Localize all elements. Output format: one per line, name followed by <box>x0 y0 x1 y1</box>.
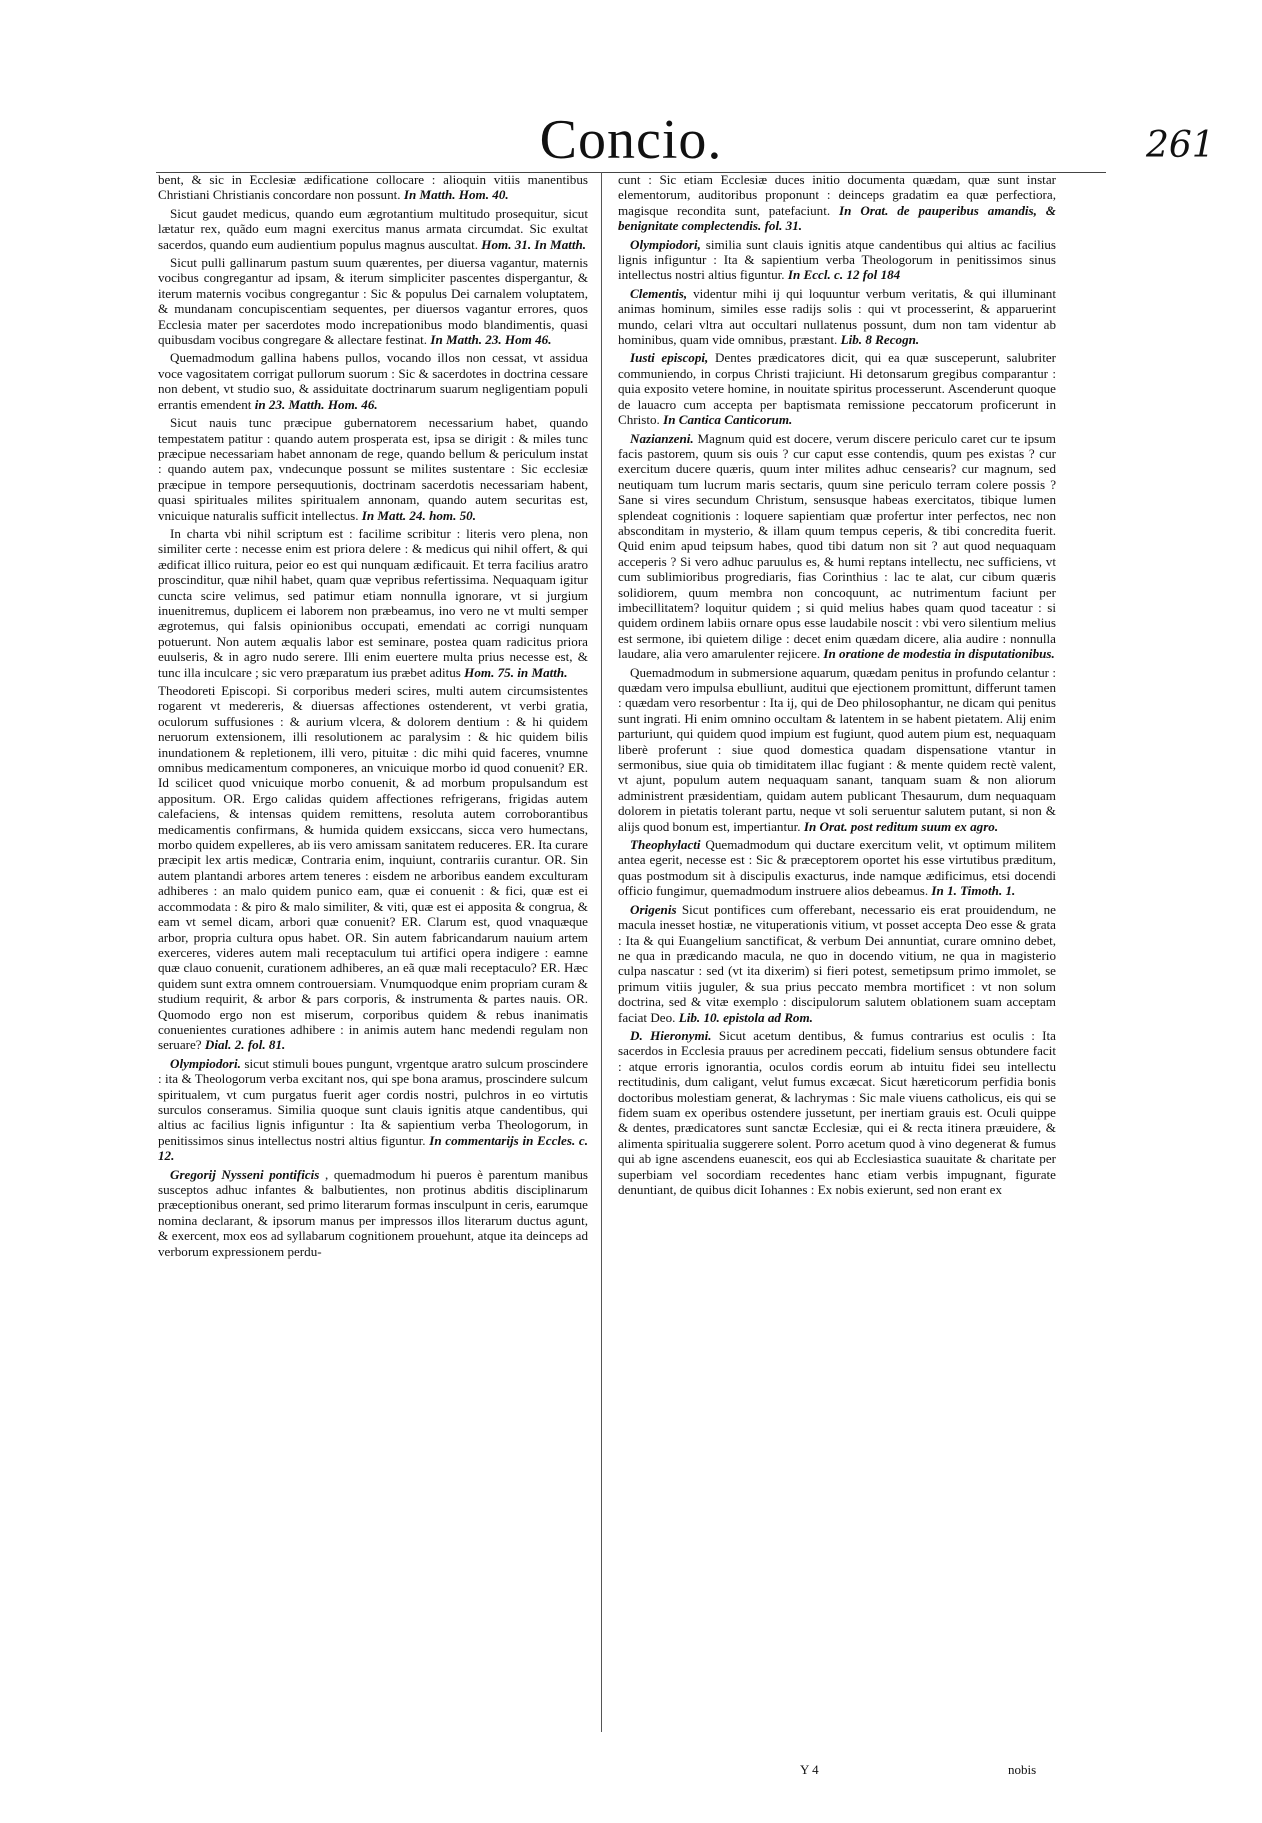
column-divider <box>601 172 602 1732</box>
paragraph-text: videntur mihi ij qui loquuntur verbum veritatis, & qui illuminant animas hominum, similes esse radijs solis : qui vt processerint, & apparuerint mundo, celari vltra aut occultari nullatenus possunt, dum non tam videntur ab hominibus, quam vide omnibus, præstant. <box>618 285 1056 348</box>
right-column <box>618 172 1056 1200</box>
citation: In oratione de modestia in disputationibus. <box>823 646 1055 662</box>
citation: in 23. Matth. Hom. 46. <box>254 396 378 412</box>
paragraph-text: sicut stimuli boues pungunt, vrgentque aratro sulcum proscindere : ita & Theologorum verba excitant nos, qui spe bona aramus, proscindere sulcum spiritualem, vt cum purgatus fuerit ager cordis nostri, pulchros in eo virtutis surculos conseramus. Similia quoque sunt clauis ignitis atque candentibus, qui altius ac facilius lignis infiguntur : Ita & sapientium verba Theologorum, in penitissimos sinus intellectus nostri altius figuntur. <box>158 1055 589 1148</box>
paragraph <box>158 1167 588 1259</box>
paragraph-text: Sicut gaudet medicus, quando eum ægrotantium multitudo prosequitur, sicut lætatur rex, quãdo eum magni exercitus manus armata circumdat. Sic exultat sacerdos, quando eum audientium populus magnus auscultat. <box>158 205 588 252</box>
paragraph-text: Quemadmodum qui ductare exercitum velit, vt optimum militem antea egerit, necesse est : Sic & præceptorem oportet his esse virtutibus præditum, quas postmodum sit à discipulis exacturus, inde namque ædificimus, etsi docendi officio fungimur, quemadmodum instruere alios debeamus. <box>618 837 1056 899</box>
author-name: Iusti episcopi, <box>630 350 709 366</box>
author-name: Theophylacti <box>630 837 701 853</box>
paragraph <box>618 1028 1056 1197</box>
running-title: Concio. <box>539 109 723 171</box>
paragraph <box>618 350 1056 427</box>
paragraph-text: In charta vbi nihil scriptum est : facilime scribitur : literis vero plena, non similiter certe : necesse enim est priora delere : & medicus qui nihil offert, & qui ædificat illico ruitura, peior eo est qui nunquam ædificauit. Et terra facilius aratro proscinditur, quæ nihil habet, quam quæ vepribus refertissima. Nequaquam igitur cuncta scire velimus, sed patimur etiam nonnulla ignorare, vt si jurgium inuenitremus, duplicem ei laborem non præbeamus, ino vero ne vt multi semper ægrotemus, qui falsis opinionibus occupati, emendati ac corrigi nunquam potuerunt. Non autem æqualis labor est seminare, postea quam radicitus priora euulseris, & in agro nudo serere. Illi enim euertere multa prius necesse est, & tunc illa inculcare ; sic vero præparatum ius præbet aditus <box>158 525 588 680</box>
citation: Hom. 75. in Matth. <box>464 664 568 680</box>
author-name: Nazianzeni. <box>630 430 694 446</box>
paragraph <box>158 255 588 347</box>
citation: Lib. 10. epistola ad Rom. <box>678 1009 813 1025</box>
paragraph <box>618 172 1056 234</box>
author-name: Origenis <box>630 901 677 917</box>
citation: In Cantica Canticorum. <box>663 412 793 428</box>
paragraph-text: Quemadmodum in submersione aquarum, quædam penitus in profundo celantur : quædam vero impulsa ebulliunt, auditui que ejectionem promittunt, differunt tamen : quædam vero resorbentur : Ita ij, qui de Deo philosophantur, ne dicam qui penitus sunt ingrati. Hi enim omnino occultam & latentem in se habent pietatem. Alij enim parturiunt, qui quidem quod impium est fugiunt, quod autem pium est, nequaquam liberè proferunt : siue quod domestica quadam dispensatione vtantur in sermonibus, siue quia ob timiditatem illac fugiant : & mente quidem rectè valent, vt ajunt, populum autem nequaquam sanant, tanquam suam & non aliorum administrent præsidentiam, quidam autem publicant Thesaurum, dum nequaquam dolorem in pietatis tolerant partu, neque vt soli seruentur salutem putant, si non & alijs quod bonum est, impertiantur. <box>618 664 1056 834</box>
paragraph <box>158 206 588 252</box>
paragraph <box>618 837 1056 899</box>
paragraph <box>158 172 588 203</box>
citation: In Matth. Hom. 40. <box>403 187 509 203</box>
paragraph-text: Sicut acetum dentibus, & fumus contrarius est oculis : Ita sacerdos in Ecclesia prauus per acredinem peccati, fidelium sensus obtundere facit : atque erroris ignorantia, oculos cordis eorum ab intuitu fidei seu intellectu rectitudinis, dum caligant, velut fumus excæcat. Sicut hæreticorum perfidia bonis doctoribus molestiam generat, & lachrymas : Sic male viuens catholicus, eis qui se fidem suam ex operibus ostendere jussetunt, per inertiam grauis est. Oculi quippe & dentes, prædicatores sunt sanctæ Ecclesiæ, qui ei & recta itinera præuidere, & alimenta spiritualia suggerere solent. Porro acetum quod à vino degenerat & fumus qui ab igne ascendens euanescit, eos qui ab Ecclesiastica suauitate & charitate per superbiam vel socordiam recedentes hanc etiam verbis impugnant, figurate denuntiant, de quibus dicit Iohannes : Ex nobis exierunt, sed non erant ex <box>618 1027 1056 1197</box>
citation: Dial. 2. fol. 81. <box>204 1037 286 1053</box>
paragraph-text: Magnum quid est docere, verum discere periculo caret cur te ipsum facis pastorem, quum sis ouis ? cur caput esse contendis, quum pes existas ? cur exercitum ducere quæris, quum inter milites adhuc censearis? cur magnum, sed neutiquam tum lucrum maris sectaris, quum sine periculo terram colere possis ? Sane si vires secundum Christum, sensusque habeas exercitatos, tibique lumen splendeat cognitionis : loquere sapientiam quæ profertur inter perfectos, nec non absconditam in mysterio, & illam quum tempus ceperis, & tibi concredita fuerit. Quid enim apud teipsum habes, quod tibi datum non sit ? aut quod nequaquam acceperis ? Si vero adhuc paruulus es, & humi reptans intellectu, nec sufficiens, vt cum sublimioribus progrediaris, fias Corinthius : lac te alat, cur cibum quæris solidiorem, quum membra non concoquunt, ac nutrimentum faciunt per imbecillitatem? loquitur quidem ; si quid melius habes quam quod taceatur : si quidem ordinem labiis ornare opus esse laudabile noscit : vbi vero silentium melius est sermone, ibi quietem dilige : decet enim quædam dicere, alia audire : nonnulla laudare, alia vero amarulenter rejicere. <box>618 430 1056 662</box>
paragraph-text: bent, & sic in Ecclesiæ ædificatione collocare : alioquin vitiis manentibus Christiani Christianis concordare non possunt. <box>158 172 588 203</box>
citation: In 1. Timoth. 1. <box>931 883 1016 899</box>
paragraph <box>158 415 588 523</box>
author-name: Olympiodori, <box>630 236 701 252</box>
catchword: nobis <box>1008 1762 1037 1777</box>
paragraph-text: , quemadmodum hi pueros è parentum manibus susceptos adhuc infantes & balbutientes, non protinus abditis disciplinarum præceptionibus onerant, sed primo literarum formas insculpunt in ceris, earumque nomina declarant, & ipsorum manus per impressos illos literarum ductus agunt, & exercent, mox eos ad syllabarum cognitionem prouehunt, atque ita deinceps ad verborum expressionem perdu- <box>158 1166 588 1259</box>
citation: In Eccl. c. 12 fol 184 <box>787 267 901 283</box>
paragraph-text: Sicut pulli gallinarum pastum suum quærentes, per diuersa vagantur, maternis vocibus congregantur ad ipsam, & iterum simpliciter pascentes dispergantur, & iterum maternis vocibus congregantur : Sic & populus Dei carnalem voluptatem, & mundanam concupiscentiam sequentes, per diuersos vagantur errores, quos Ecclesia mater per sacerdotes modo increpationibus modo blandimentis, quasi quibusdam vocibus congregare & allectare festinat. <box>158 255 588 348</box>
paragraph-text: Theodoreti Episcopi. Si corporibus mederi scires, multi autem circumsistentes rogarent vt medereris, & diuersas affectiones ostenderent, vt verbi gratia, oculorum suffusiones : & aurium vlcera, & dolorem dentium : & hi quidem neruorum extensionem, illi resolutionem ac paralysim : & hic quidem bilis inundationem & repletionem, illi vero, pituitæ : dic mihi quid faceres, vnumne omnibus medicamentum componeres, an vnicuique morbo id quod conuenit? ER. Id scilicet quod vnicuique morbo conuenit, & ad morbum propulsandum est appositum. OR. Ergo calidas quidem affectiones refrigerans, frigidas autem calefaciens, & intensas quidem remittens, resoluta autem corroborantibus medicamentis confirmans, & humida quidem exsiccans, sicca vero humectans, morbo quidem expelleres, ab iis vero amissam sanitatem reduceres. ER. Ita curare præcipit lex artis medicæ, Contraria enim, inquiunt, contrariis curantur. OR. Sin autem plantandi arbores artem teneres : eisdem ne arboribus eandem exculturam adhiberes : an malo quidem punico eam, quæ ei conuenit : & fici, quæ est ei accommodata : & piro & malo similiter, & viti, quæ est ei apposita & congrua, & eam vt semel dicam, arbori quæ conuenit? ER. Clarum est, quod vnaquæque arbor, propria cultura opus habet. OR. Sin autem fabricandarum nauium artem exerceres, videres autem mali receptaculum tui artifici opera indigere : eamne quæ clauo conuenit, curationem adhiberes, an eã quæ mali receptaculo? ER. Hæc quidem sunt extra omnem controuersiam. Vnumquodque enim propriam curam & studium requirit, & arbor & pars corporis, & instrumenta & partes nauis. OR. Quomodo ergo non est miserum, corporibus quidem & rebus inanimatis conuenientes curationes adhibere : in animis autem hanc medendi regulam non seruare? <box>158 683 588 1053</box>
paragraph-text: Quemadmodum gallina habens pullos, vocando illos non cessat, vt assidua voce vagositatem corrigat pullorum suorum : Sic & sacerdotes in doctrina cessare non debent, vt studio suo, & assiduitate doctrinarum suarum negligentiam populi errantis emendent <box>158 350 588 412</box>
paragraph <box>158 526 588 680</box>
author-name: Gregorij Nysseni pontificis <box>170 1166 320 1182</box>
signature-mark: Y 4 <box>800 1762 819 1777</box>
citation: In Orat. de pauperibus amandis, & benignitate complectendis. fol. 31. <box>618 202 1056 234</box>
paragraph-text: Sicut pontifices cum offerebant, necessario eis erat prouidendum, ne macula inesset hostiæ, ne vituperationis vitium, vt posset accepta Deo esse & grata : Ita & qui Euangelium sanctificat, & verbum Dei annuntiat, curare omnino debet, ne qua in prædicando macula, ne quo in docendo vitium, ne qua in magisterio culpa nascatur : sed (vt ita dixerim) si fieri potest, semetipsum primo immolet, se primum vitiis juguler, & sua prius peccato membra mortificet : vt non solum doctrina, sed & vitæ exemplo : discipulorum salutem oblationem suam acceptam faciat Deo. <box>618 901 1056 1025</box>
author-name: Olympiodori. <box>170 1055 241 1071</box>
paragraph <box>618 665 1056 834</box>
paragraph <box>618 902 1056 1025</box>
paragraph <box>158 683 588 1053</box>
paragraph <box>618 431 1056 662</box>
paragraph-text: Sicut nauis tunc præcipue gubernatorem necessarium habet, quando tempestatem patitur : quando autem prosperata est, ipsa se dirigit : & miles tunc præcipue necessariam habet annonam de rege, quando bellum & periculum instat : quando autem pax, vndecunque possunt se milites sustentare : Sic ecclesiæ præcipue in tempore persequutionis, doctrinam sacerdotis necessariam habent, quasi spirituales milites spiritualem annonam, quando autem securitas est, vnicuique naturalis sufficit intellectus. <box>158 415 588 523</box>
paragraph <box>158 1056 588 1164</box>
paragraph-text: similia sunt clauis ignitis atque candentibus qui altius ac facilius lignis infiguntur : Ita & sapientium verba Theologorum in penitissimos sinus intellectus nostri altius figuntur. <box>618 236 1057 283</box>
citation: Lib. 8 Recogn. <box>840 332 920 348</box>
paragraph <box>158 350 588 412</box>
paragraph-text: Dentes prædicatores dicit, qui ea quæ susceperunt, salubriter communiendo, in corpus Christi trajiciunt. Hi detonsarum gregibus comparantur : quia exposito vetere homine, in nouitate spiritus processerunt. Ascenderunt quoque de lauacro cum accepta per baptismata remissione peccatorum proficerunt in Christo. <box>618 350 1057 428</box>
citation: In Orat. post reditum suum ex agro. <box>803 818 999 834</box>
left-column <box>158 172 588 1262</box>
paragraph-text: cunt : Sic etiam Ecclesiæ duces initio documenta quædam, quæ sunt instar elementorum, auditoribus proponunt : deinceps gradatim ea quæ perfectiora, magisque recondita sunt, patefaciunt. <box>618 172 1056 218</box>
citation: In Matt. 24. hom. 50. <box>361 507 476 523</box>
paragraph <box>618 286 1056 348</box>
author-name: D. Hieronymi. <box>630 1027 712 1043</box>
citation: Hom. 31. In Matth. <box>481 236 587 252</box>
citation: In Matth. 23. Hom 46. <box>430 332 552 348</box>
page-number: 261 <box>1146 125 1215 166</box>
paragraph <box>618 237 1056 283</box>
citation: In commentarijs in Eccles. c. 12. <box>158 1132 588 1164</box>
author-name: Clementis, <box>630 285 688 301</box>
